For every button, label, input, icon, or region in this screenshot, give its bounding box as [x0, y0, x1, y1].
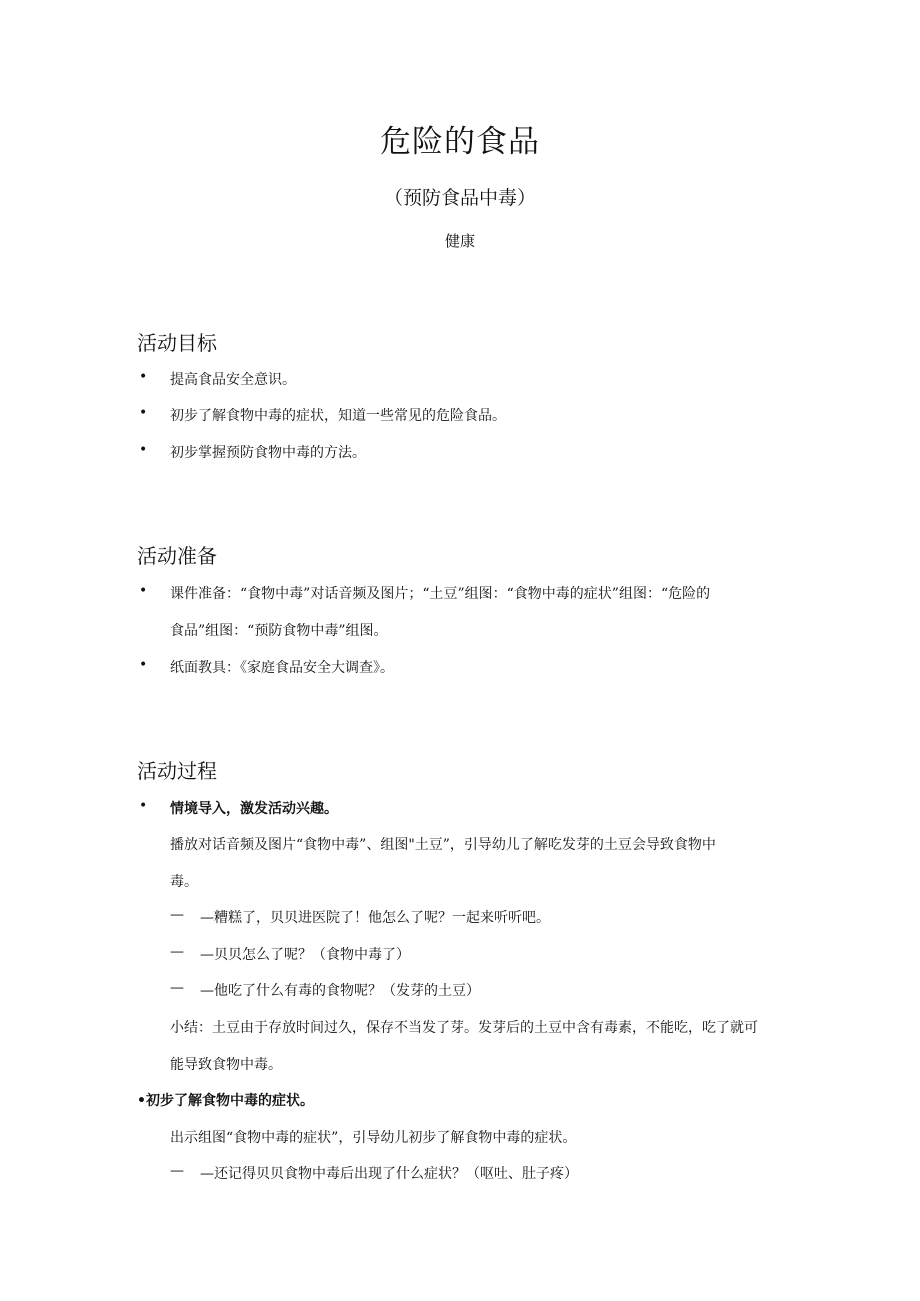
dash-icon: — [170, 907, 184, 923]
process-heading: 活动过程 [137, 759, 217, 783]
bullet-icon: • [139, 798, 148, 814]
dash-icon: — [170, 944, 184, 960]
dialogue-line: —贝贝怎么了呢？（食物中毒了） [200, 947, 410, 963]
step2-intro: 出示组图“食物中毒的症状”，引导幼儿初步了解食物中毒的症状。 [170, 1130, 577, 1146]
dialogue-line: —他吃了什么有毒的食物呢？（发芽的土豆） [200, 983, 480, 999]
dialogue-line: —还记得贝贝食物中毒后出现了什么症状？（呕吐、肚子疼） [200, 1166, 578, 1182]
subject-label: 健康 [444, 232, 475, 250]
bullet-icon: • [139, 583, 148, 599]
dash-icon: — [170, 1163, 184, 1179]
bullet-icon: • [139, 657, 148, 673]
dash-icon: — [170, 980, 184, 996]
preparation-item-continued: 食品”组图：“预防食物中毒”组图。 [170, 623, 388, 639]
step1-summary-continued: 能导致食物中毒。 [170, 1057, 282, 1073]
dialogue-line: —糟糕了，贝贝进医院了！他怎么了呢？一起来听听吧。 [200, 910, 550, 926]
step1-intro: 播放对话音频及图片“食物中毒”、组图"土豆”，引导幼儿了解吃发芽的土豆会导致食物中 [170, 837, 716, 853]
step1-title: 情境导入，激发活动兴趣。 [170, 801, 338, 817]
bullet-icon: • [139, 369, 148, 385]
step1-intro-continued: 毒。 [170, 874, 198, 890]
step1-summary: 小结：土豆由于存放时间过久，保存不当发了芽。发芽后的土豆中含有毒素，不能吃，吃了就可 [170, 1020, 758, 1036]
goals-heading: 活动目标 [137, 331, 217, 355]
preparation-heading: 活动准备 [137, 544, 217, 568]
step2-title: •初步了解食物中毒的症状。 [137, 1093, 314, 1109]
bullet-icon: • [139, 442, 148, 458]
goal-item: 初步了解食物中毒的症状，知道一些常见的危险食品。 [170, 408, 506, 424]
document-title: 危险的食品 [380, 124, 540, 160]
goal-item: 初步掌握预防食物中毒的方法。 [170, 445, 366, 461]
preparation-item: 纸面教具：《家庭食品安全大调查》。 [170, 660, 394, 676]
goal-item: 提高食品安全意识。 [170, 372, 296, 388]
bullet-icon: • [139, 405, 148, 421]
document-subtitle: （预防食品中毒） [383, 187, 536, 209]
preparation-item: 课件准备：“食物中毒”对话音频及图片；“土豆”组图：“食物中毒的症状”组图：“危险的 [170, 586, 711, 602]
